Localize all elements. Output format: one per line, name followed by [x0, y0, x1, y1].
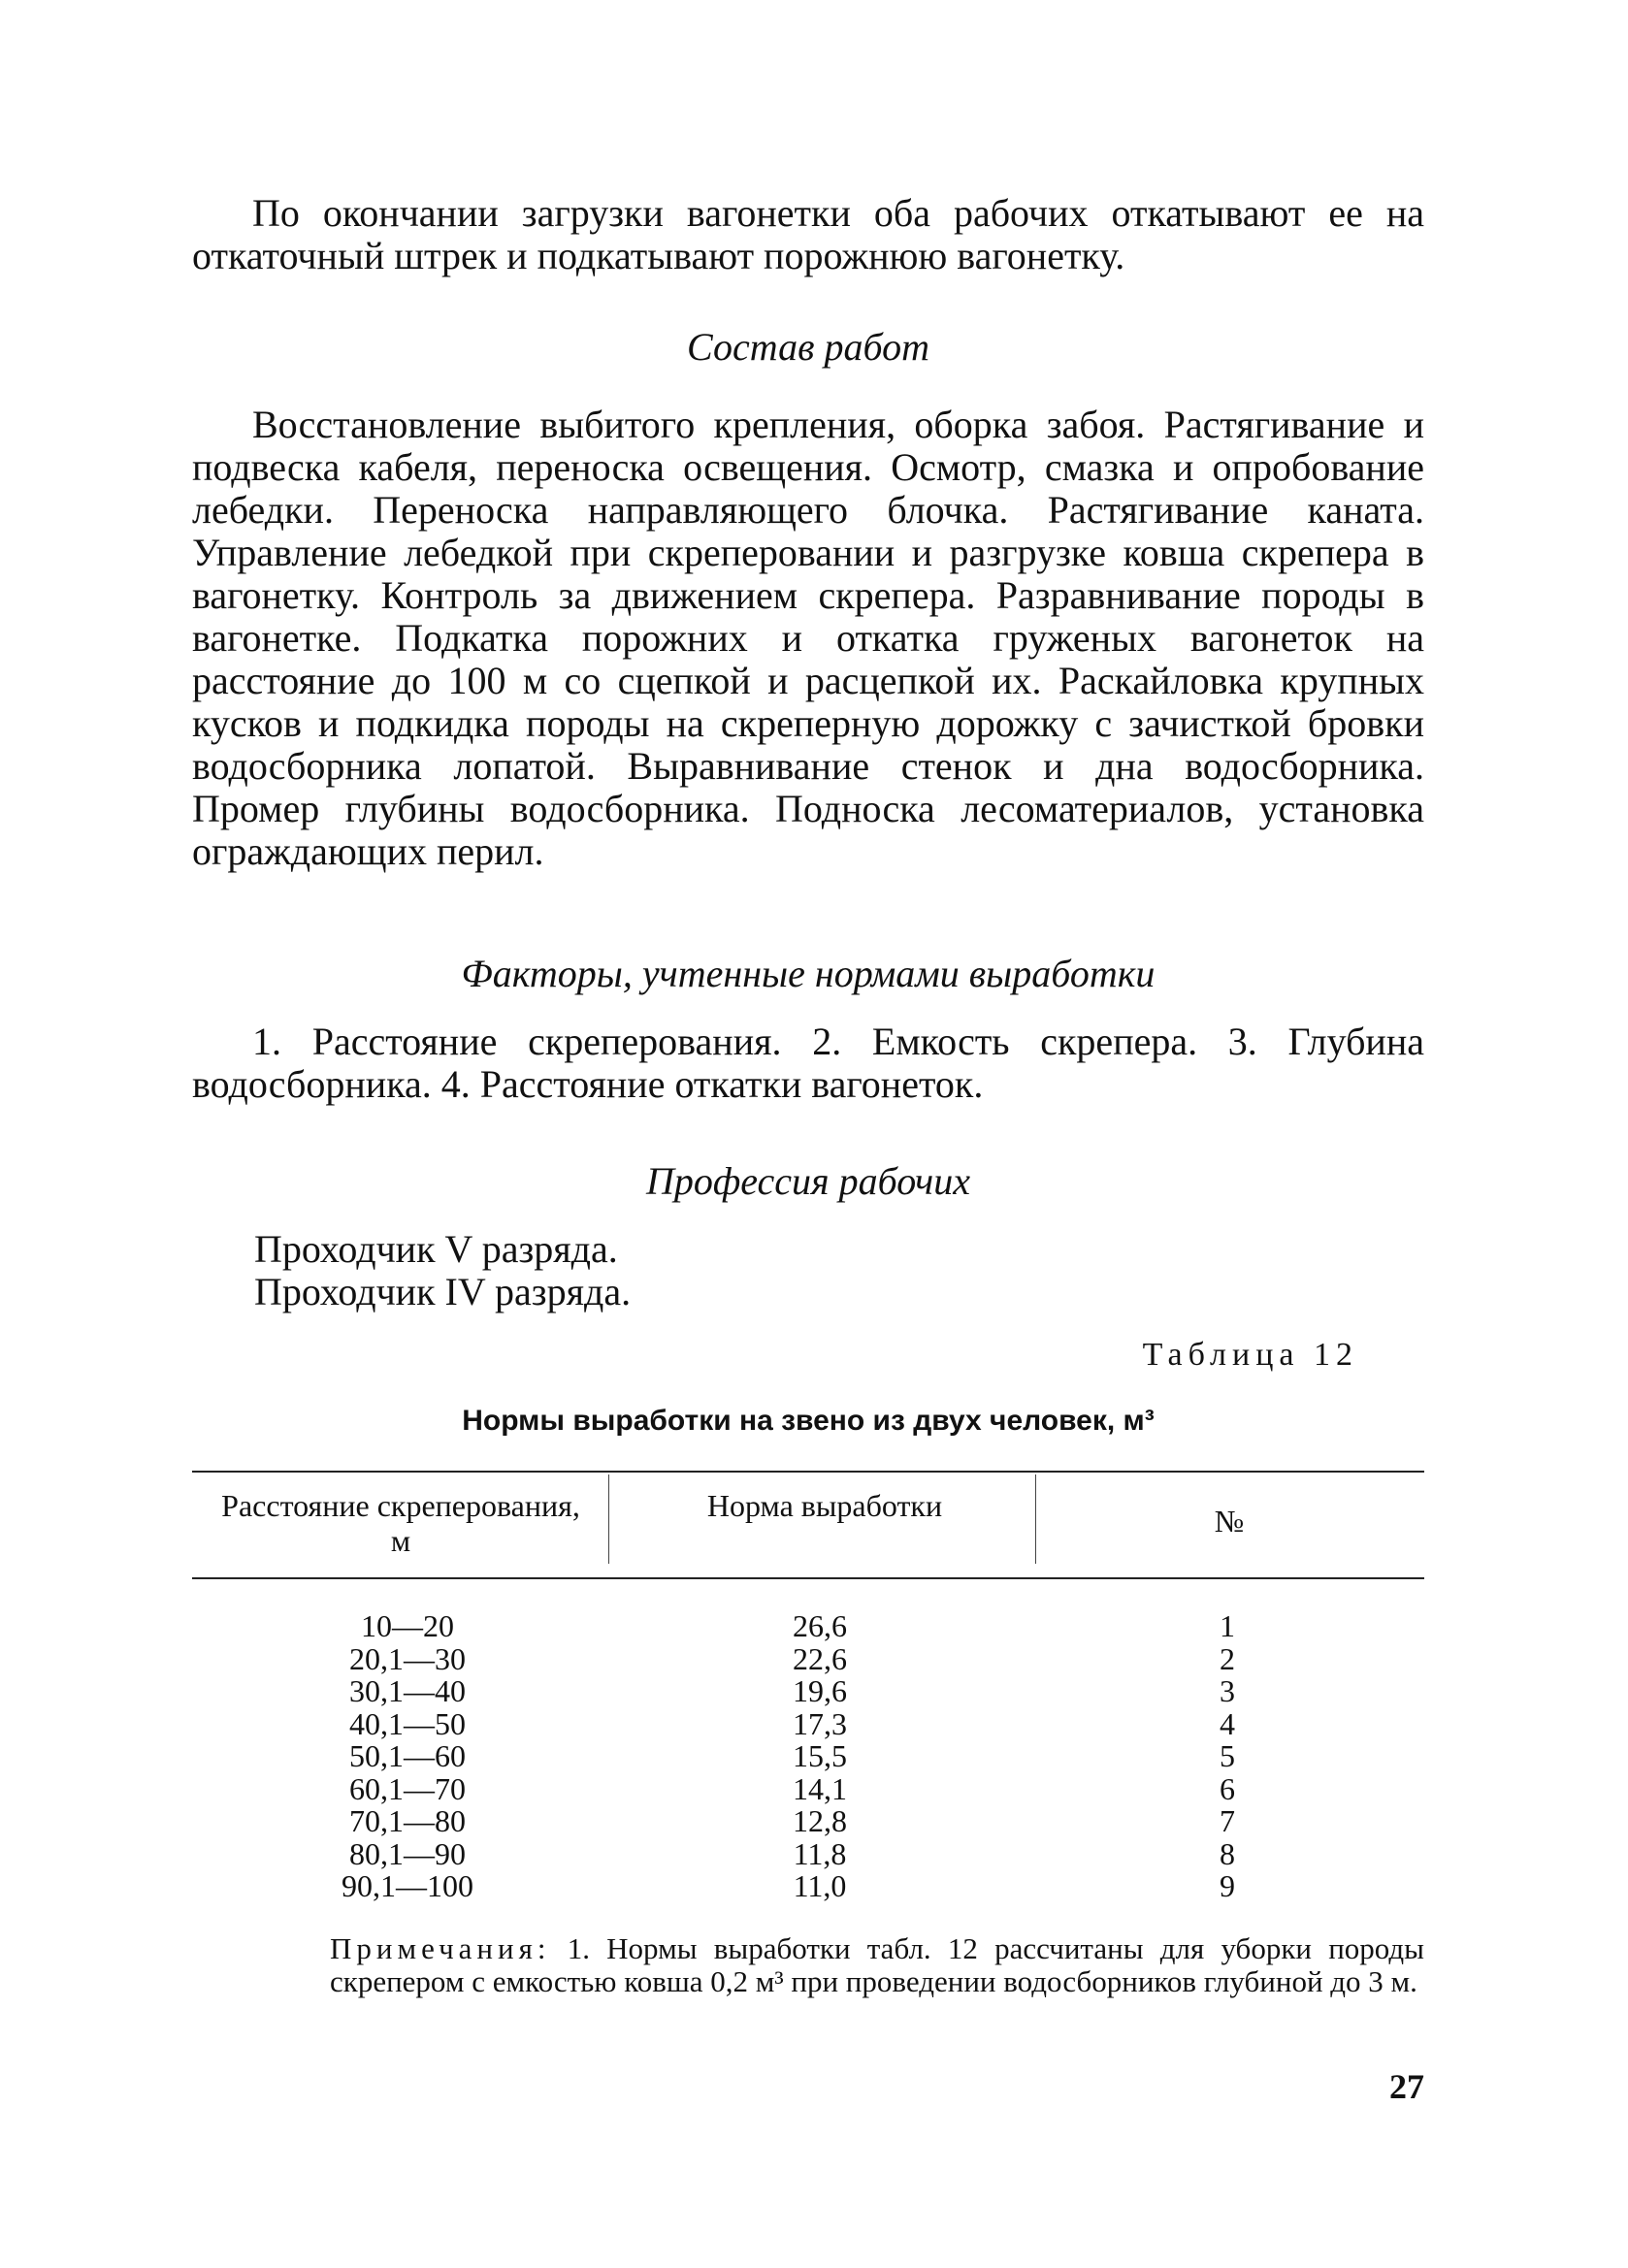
header-distance: Расстояние скреперования, м: [221, 1488, 580, 1558]
page-number: 27: [1389, 2067, 1424, 2106]
table-cell: 26,6: [793, 1608, 847, 1643]
table-cell: 1: [1220, 1608, 1235, 1643]
table-cell: 20,1—30: [349, 1640, 466, 1676]
table-cell: 40,1—50: [349, 1705, 466, 1741]
profession-heading: Профессия рабочих: [645, 1159, 970, 1203]
table-cell: 14,1: [793, 1770, 847, 1806]
factors-text: 1. Расстояние скреперования. 2. Емкость скрепера. 3. Глубина водосборника. 4. Расстояние откатки вагонеток.: [192, 1020, 1424, 1106]
table-cell: 12,8: [793, 1803, 847, 1838]
table-cell: 50,1—60: [349, 1738, 466, 1773]
table-cell: 6: [1220, 1770, 1235, 1806]
table-cell: 3: [1220, 1673, 1235, 1708]
header-number: №: [1214, 1504, 1245, 1539]
column-norm: [766, 1610, 873, 1903]
table-cell: 15,5: [793, 1738, 847, 1773]
column-distance: [320, 1610, 495, 1903]
table-cell: 8: [1220, 1835, 1235, 1871]
table-cell: 80,1—90: [349, 1835, 466, 1871]
table-cell: 70,1—80: [349, 1803, 466, 1838]
notes-text: 1. Нормы выработки табл. 12 рассчитаны для уборки породы скрепером с емкостью ковша 0,2 м³ при проведении водосборников глубиной до 3 м.: [330, 1931, 1424, 1998]
factors-heading: Факторы, учтенные нормами выработки: [461, 952, 1156, 995]
table-cell: 60,1—70: [349, 1770, 466, 1806]
table-title: Нормы выработки на звено из двух человек, м³: [462, 1405, 1155, 1437]
table-cell: 90,1—100: [342, 1868, 473, 1903]
table-cell: 11,0: [793, 1868, 847, 1903]
table-cell: 22,6: [793, 1640, 847, 1676]
header-norm: Норма выработки: [706, 1488, 943, 1523]
table-label: Таблица 12: [1142, 1337, 1358, 1373]
table-notes: [330, 1932, 1424, 1998]
table-top-rule: [192, 1471, 1424, 1473]
work-composition-text: Восстановление выбитого крепления, оборка забоя. Растягивание и подвеска кабеля, переноска освещения. Осмотр, смазка и опробование лебедки. Переноска направляющего блочка. Растягивание каната. Управление лебедкой при скреперовании и разгрузке ковша скрепера в вагонетку. Контроль за движением скрепера. Разравнивание породы в вагонетке. Подкатка порожних и откатка груженых вагонеток на расстояние до 100 м со сцепкой и расцепкой их. Раскайловка крупных кусков и подкидка породы на скреперную дорожку с зачисткой бровки водосборника лопатой. Выравнивание стенок и дна водосборника. Промер глубины водосборника. Подноска лесоматериалов, установка ограждающих перил.: [192, 403, 1424, 873]
table-cell: 11,8: [793, 1835, 847, 1871]
table-cell: 5: [1220, 1738, 1235, 1773]
table-cell: 17,3: [793, 1705, 847, 1741]
table-cell: 19,6: [793, 1673, 847, 1708]
profession-line-1: Проходчик V разряда.: [254, 1227, 618, 1271]
table-cell: 4: [1220, 1705, 1235, 1741]
column-divider-1: [608, 1474, 609, 1564]
table-header-rule: [192, 1577, 1424, 1579]
table-cell: 2: [1220, 1640, 1235, 1676]
work-composition-heading: Состав работ: [687, 325, 929, 369]
profession-line-2: Проходчик IV разряда.: [254, 1270, 632, 1313]
notes-label: Примечания:: [330, 1931, 551, 1965]
intro-paragraph: По окончании загрузки вагонетки оба рабочих откатывают ее на откаточный штрек и подкатывают порожнюю вагонетку.: [192, 191, 1424, 277]
table-cell: 10—20: [361, 1608, 454, 1643]
table-cell: 30,1—40: [349, 1673, 466, 1708]
table-cell: 7: [1220, 1803, 1235, 1838]
table-cell: 9: [1220, 1868, 1235, 1903]
column-number: [1179, 1610, 1276, 1903]
